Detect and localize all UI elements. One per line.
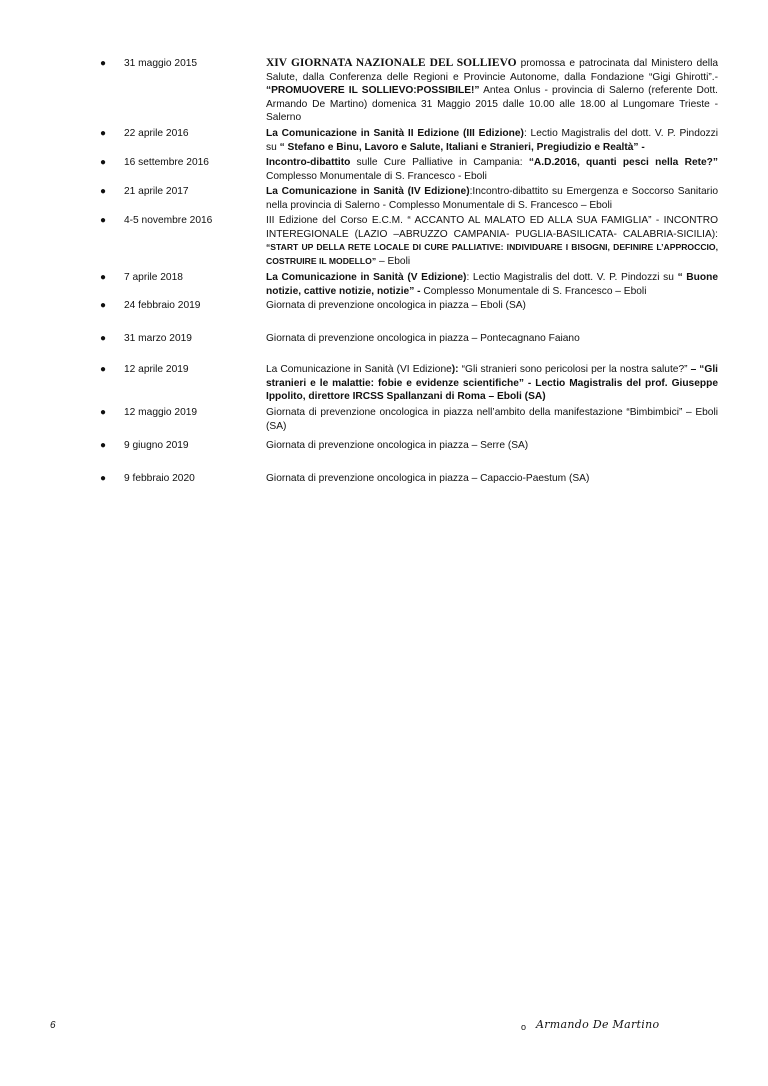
entry-description: La Comunicazione in Sanità (IV Edizione):Incontro-dibattito su Emergenza e Soccorso Sanitario nella provincia di Salerno - Complesso Monumentale di S. Francesco – Eboli [266,186,718,211]
footer-mark: o [521,1022,527,1032]
entry-date: 9 febbraio 2020 [124,473,195,484]
entry-description: Giornata di prevenzione oncologica in piazza – Capaccio-Paestum (SA) [266,473,590,484]
bullet-icon: ● [100,364,107,375]
bullet-icon: ● [100,186,107,197]
entry-description: La Comunicazione in Sanità (VI Edizione): “Gli stranieri sono pericolosi per la nostra salute?” – “Gli stranieri e le malattie: fobie e evidenze scientifiche” - Lectio Magistralis del prof. Giuseppe Ippolito, direttore IRCSS Spallanzani di Roma – Eboli (SA) [266,364,718,402]
entry-description: Giornata di prevenzione oncologica in piazza – Serre (SA) [266,440,529,451]
entry-description: Giornata di prevenzione oncologica in piazza nell’ambito della manifestazione “Bimbimbici” – Eboli (SA) [266,407,718,432]
entry-description: La Comunicazione in Sanità II Edizione (III Edizione): Lectio Magistralis del dott. V. P. Pindozzi su “ Stefano e Binu, Lavoro e Salute, Italiani e Stranieri, Pregiudizio e Realtà” - [266,128,718,153]
page-number: 6 [50,1020,56,1031]
bullet-icon: ● [100,333,107,344]
bullet-icon: ● [100,272,107,283]
bullet-icon: ● [100,407,107,418]
entry-date: 31 marzo 2019 [124,333,192,344]
entry-description: Giornata di prevenzione oncologica in piazza – Pontecagnano Faiano [266,333,580,344]
bullet-icon: ● [100,58,107,69]
entry-date: 24 febbraio 2019 [124,300,201,311]
entry-date: 16 settembre 2016 [124,157,209,168]
entry-date: 12 aprile 2019 [124,364,189,375]
bullet-icon: ● [100,215,107,226]
bullet-icon: ● [100,473,107,484]
entry-date: 31 maggio 2015 [124,58,198,69]
entry-description: La Comunicazione in Sanità (V Edizione): Lectio Magistralis del dott. V. P. Pindozzi su “ Buone notizie, cattive notizie, notizie” - Complesso Monumentale di S. Francesco – Eboli [266,272,719,297]
entry-date: 22 aprile 2016 [124,128,189,139]
bullet-icon: ● [100,440,107,451]
entry-description: XIV GIORNATA NAZIONALE DEL SOLLIEVO promossa e patrocinata dal Ministero della Salute, dalla Conferenza delle Regioni e Provincie Autonome, dalla Fondazione “Gigi Ghirotti”.- “PROMUOVERE IL SOLLIEVO:POSSIBILE!” Antea Onlus - provincia di Salerno (referente Dott. Armando De Martino) domenica 31 Maggio 2015 dalle 10.00 alle 18.00 al Lungomare Trieste - Salerno [266,57,718,123]
bullet-icon: ● [100,157,107,168]
signature: Armando De Martino [536,1018,660,1031]
entry-date: 7 aprile 2018 [124,272,183,283]
bullet-icon: ● [100,128,107,139]
entry-date: 12 maggio 2019 [124,407,198,418]
entry-date: 4-5 novembre 2016 [124,215,213,226]
entry-description: III Edizione del Corso E.C.M. “ ACCANTO AL MALATO ED ALLA SUA FAMIGLIA” - INCONTRO INTEREGIONALE (LAZIO –ABRUZZO CAMPANIA- PUGLIA-BASILICATA- CALABRIA-SICILIA): “START UP DELLA RETE LOCALE DI CURE PALLIATIVE: INDIVIDUARE I BISOGNI, DEFINIRE L’APPROCCIO, COSTRUIRE IL MODELLO” – Eboli [266,215,718,267]
bullet-icon: ● [100,300,107,311]
entry-date: 9 giugno 2019 [124,440,189,451]
entry-description: Giornata di prevenzione oncologica in piazza – Eboli (SA) [266,300,526,311]
entry-description: Incontro-dibattito sulle Cure Palliative in Campania: “A.D.2016, quanti pesci nella Rete?” Complesso Monumentale di S. Francesco - Eboli [266,157,718,182]
entry-date: 21 aprile 2017 [124,186,189,197]
